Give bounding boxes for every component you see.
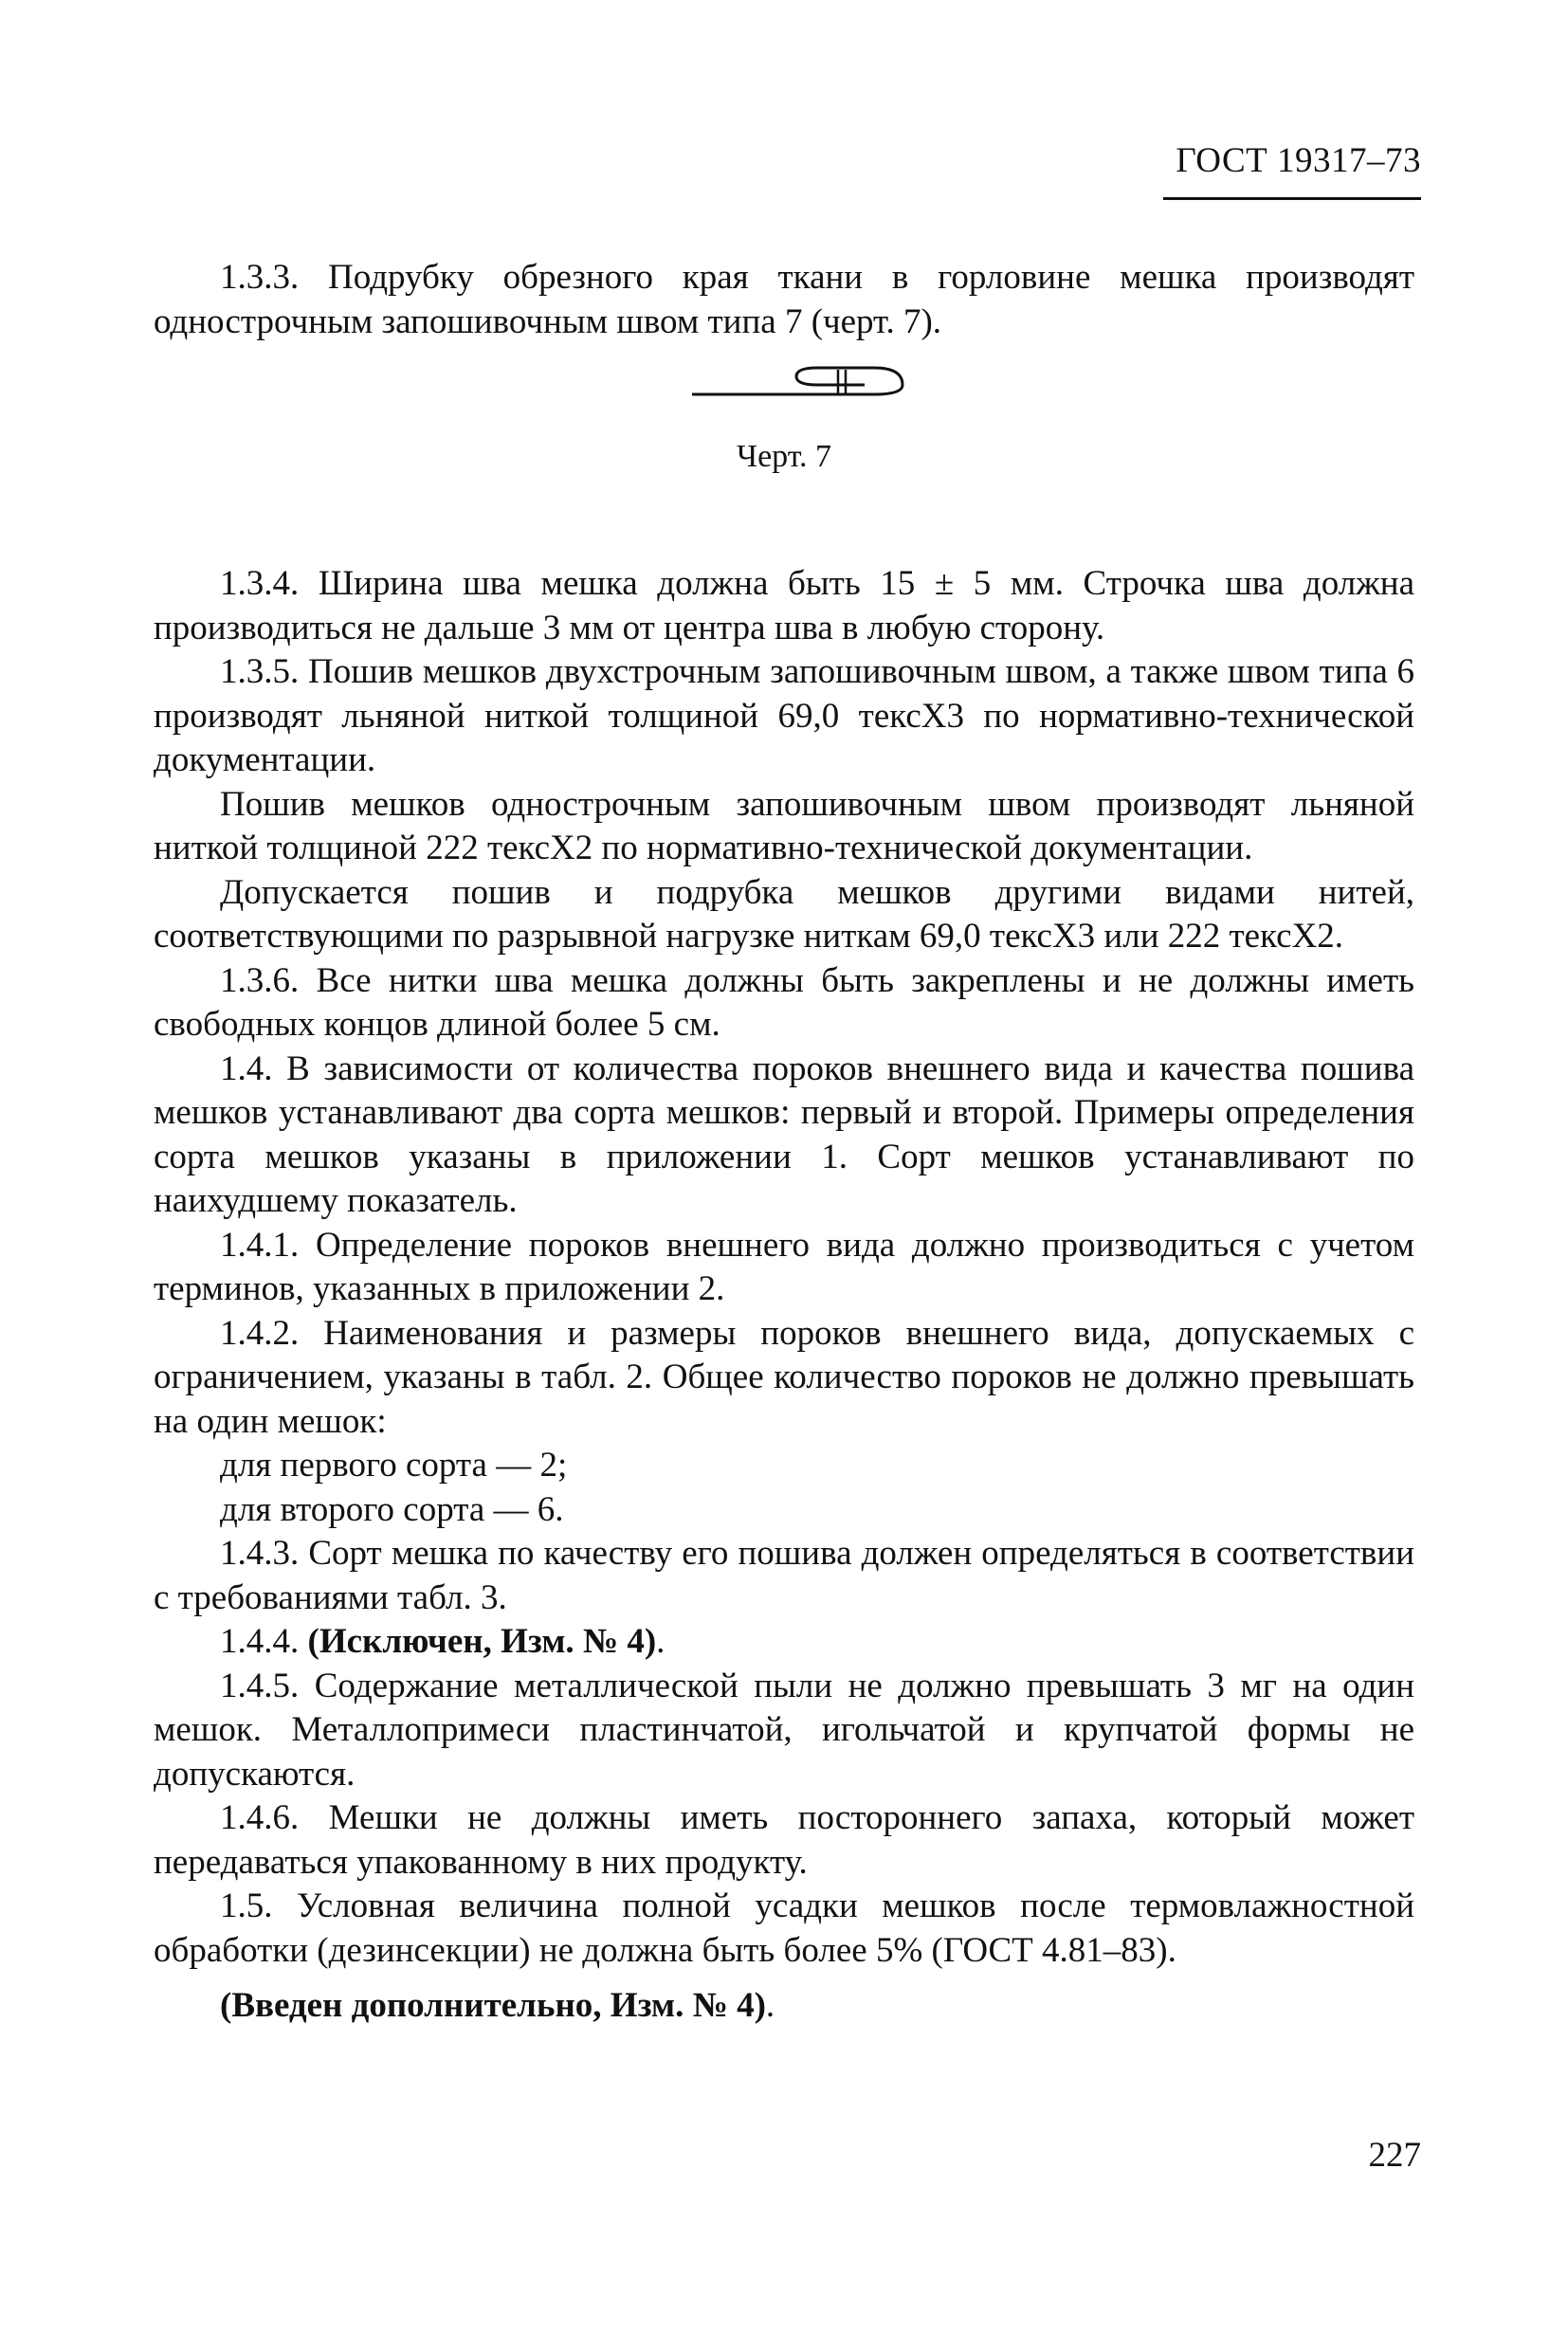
paragraph-1-3-5-b: Пошив мешков однострочным запошивочным швом производят льняной ниткой толщиной 222 тексХ2 по нормативно-технической документации. [154, 784, 1414, 867]
paragraph-1-3-5: 1.3.5. Пошив мешков двухстрочным запошивочным швом, а также швом типа 6 производят льняной ниткой толщиной 69,0 тексХ3 по нормативно-технической документации. [154, 652, 1414, 779]
header-rule [1163, 197, 1421, 200]
standard-header: ГОСТ 19317–73 [1176, 141, 1421, 180]
first-grade-limit: для первого сорта — 2; [220, 1446, 568, 1485]
paragraph-1-4-6: 1.4.6. Мешки не должны иметь постороннего запаха, который может передаваться упакованному в них продукту. [154, 1798, 1414, 1882]
paragraph-1-4-4-end: . [656, 1622, 665, 1661]
excluded-note: (Исключен, Изм. № 4) [307, 1622, 657, 1661]
paragraph-1-4-4-number: 1.4.4. [220, 1622, 308, 1661]
paragraph-1-5: 1.5. Условная величина полной усадки мешков после термовлажностной обработки (дезинсекции) не должна быть более 5% (ГОСТ 4.81–83). [154, 1886, 1414, 1970]
paragraph-1-4-4 [154, 1620, 1414, 1665]
paragraph-1-4-1: 1.4.1. Определение пороков внешнего вида должно производиться с учетом терминов, указанных в приложении 2. [154, 1225, 1414, 1308]
second-grade-limit: для второго сорта — 6. [220, 1489, 564, 1529]
paragraph-1-3-6: 1.3.6. Все нитки шва мешка должны быть закреплены и не должны иметь свободных концов длиной более 5 см. [154, 960, 1414, 1044]
figure-7-caption: Черт. 7 [736, 439, 832, 474]
paragraph-1-4: 1.4. В зависимости от количества пороков внешнего вида и качества пошива мешков устанавливают два сорта мешков: первый и второй. Примеры определения сорта мешков указаны в приложении 1. Сорт мешков устанавливают по наихудшему показатель. [154, 1048, 1414, 1220]
figure-7 [154, 344, 1414, 562]
page-number: 227 [1368, 2136, 1421, 2175]
paragraph-1-4-2: 1.4.2. Наименования и размеры пороков внешнего вида, допускаемых с ограничением, указаны в табл. 2. Общее количество пороков не должно превышать на один мешок: [154, 1313, 1414, 1441]
paragraph-1-4-5: 1.4.5. Содержание металлической пыли не должно превышать 3 мг на один мешок. Металлопримеси пластинчатой, игольчатой и крупчатой формы не допускаются. [154, 1666, 1414, 1794]
document-body [154, 256, 1414, 2029]
seam-type-7-drawing [154, 344, 1414, 439]
amendment-note-end: . [765, 1986, 775, 2025]
paragraph-1-3-4: 1.3.4. Ширина шва мешка должна быть 15 ± 5 мм. Строчка шва должна производиться не дальше 3 мм от центра шва в любую сторону. [154, 564, 1414, 647]
amendment-note [154, 1984, 1414, 2029]
paragraph-1-3-5-c: Допускается пошив и подрубка мешков другими видами нитей, соответствующими по разрывной нагрузке ниткам 69,0 тексХ3 или 222 тексХ2. [154, 872, 1414, 956]
paragraph-1-3-3: 1.3.3. Подрубку обрезного края ткани в горловине мешка производят однострочным запошивочным швом типа 7 (черт. 7). [154, 258, 1414, 341]
paragraph-1-4-3: 1.4.3. Сорт мешка по качеству его пошива должен определяться в соответствии с требованиями табл. 3. [154, 1534, 1414, 1617]
amendment-note-text: (Введен дополнительно, Изм. № 4) [220, 1986, 766, 2025]
